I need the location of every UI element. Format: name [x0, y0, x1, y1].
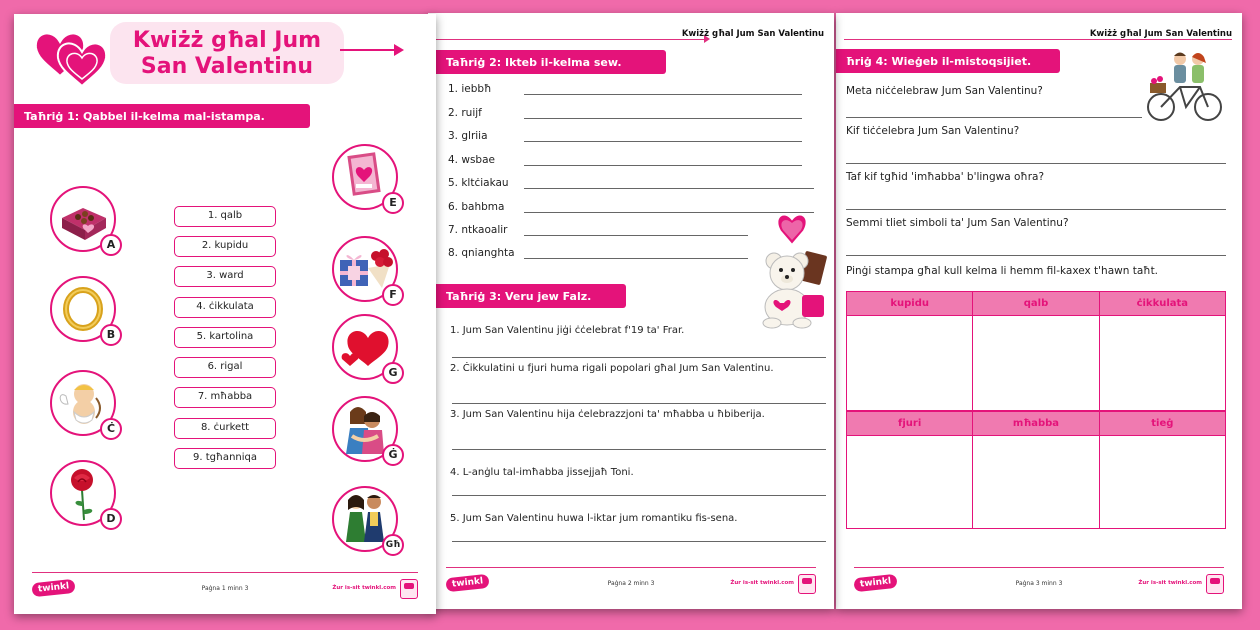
page-number: Paġna 2 minn 3 [607, 580, 655, 587]
write-line-5[interactable] [524, 188, 814, 189]
answer-line-2[interactable] [452, 403, 826, 404]
visit-link[interactable]: Żur is-sit twinkl.com [332, 585, 396, 591]
picture-letter: Għ [382, 534, 404, 556]
answer-line-4[interactable] [452, 495, 826, 496]
answer-line-3[interactable] [846, 209, 1226, 210]
picture-A[interactable] [50, 186, 116, 252]
teddy-bear-icon [750, 211, 834, 329]
worksheet-page-1 [14, 14, 436, 614]
word-box-5[interactable]: 5. kartolina [174, 327, 276, 348]
question-1: Meta niċċelebraw Jum San Valentinu? [846, 85, 1043, 97]
statement-4: 4. L-anġlu tal-imħabba jissejjaħ Toni. [450, 467, 634, 478]
page-number: Paġna 3 minn 3 [1015, 580, 1063, 587]
running-header: Kwiżż għal Jum San Valentinu [1089, 29, 1232, 39]
picture-letter: Ċ [100, 418, 122, 440]
section-1-banner: Taħriġ 1: Qabbel il-kelma mal-istampa. [14, 104, 310, 128]
header-rule [844, 39, 1232, 40]
quality-badge-icon [798, 574, 816, 594]
header-rule [436, 39, 704, 40]
page-footer [32, 572, 418, 602]
twinkl-logo: twinkl [445, 574, 489, 592]
question-2: Kif tiċċelebra Jum San Valentinu? [846, 125, 1020, 137]
write-line-2[interactable] [524, 118, 802, 119]
worksheet-title: Kwiżż għal Jum San Valentinu [110, 22, 344, 84]
scrambled-word-8: 8. qnianghta [448, 247, 515, 259]
section-4-banner: ħriġ 4: Wieġeb il-mistoqsijiet. [836, 49, 1060, 73]
drawing-box-label: tieġ [1100, 412, 1225, 436]
picture-Gdot[interactable] [332, 396, 398, 462]
word-box-1[interactable]: 1. qalb [174, 206, 276, 227]
page-footer [446, 567, 816, 597]
write-line-8[interactable] [524, 258, 748, 259]
drawing-box-label: mħabba [973, 412, 1098, 436]
word-box-6[interactable]: 6. rigal [174, 357, 276, 378]
drawing-grid-row-2 [846, 411, 1226, 529]
word-box-3[interactable]: 3. ward [174, 266, 276, 287]
picture-D[interactable] [50, 460, 116, 526]
picture-letter: F [382, 284, 404, 306]
drawing-box-tieg[interactable] [1099, 412, 1225, 528]
statement-5: 5. Jum San Valentinu huwa l-iktar jum romantiku fis-sena. [450, 513, 738, 524]
write-line-4[interactable] [524, 165, 802, 166]
scrambled-word-7: 7. ntkaoalir [448, 224, 508, 236]
drawing-box-label: qalb [973, 292, 1098, 316]
page-footer [854, 567, 1224, 597]
picture-G[interactable] [332, 314, 398, 380]
worksheet-page-2 [428, 13, 834, 609]
page-number: Paġna 1 minn 3 [201, 585, 249, 592]
question-3: Taf kif tgħid 'imħabba' b'lingwa oħra? [846, 171, 1045, 183]
write-line-7[interactable] [524, 235, 748, 236]
scrambled-word-5: 5. kltċiakau [448, 177, 509, 189]
statement-1: 1. Jum San Valentinu jiġi ċċelebrat f'19 ta' Frar. [450, 325, 685, 336]
answer-line-3[interactable] [452, 449, 826, 450]
word-box-9[interactable]: 9. tgħanniqa [174, 448, 276, 469]
answer-line-1[interactable] [452, 357, 826, 358]
statement-3: 3. Jum San Valentinu hija ċelebrazzjoni ta' mħabba u ħbiberija. [450, 409, 765, 420]
write-line-1[interactable] [524, 94, 802, 95]
worksheet-page-3 [836, 13, 1242, 609]
drawing-box-qalb[interactable] [972, 292, 1098, 410]
scrambled-word-6: 6. bahbma [448, 201, 505, 213]
twinkl-logo: twinkl [853, 574, 897, 592]
drawing-grid-row-1 [846, 291, 1226, 411]
scrambled-word-1: 1. iebbħ [448, 83, 492, 95]
drawing-box-label: fjuri [847, 412, 972, 436]
drawing-box-kupidu[interactable] [847, 292, 972, 410]
visit-link[interactable]: Żur is-sit twinkl.com [1138, 580, 1202, 586]
visit-link[interactable]: Żur is-sit twinkl.com [730, 580, 794, 586]
write-line-3[interactable] [524, 141, 802, 142]
word-box-7[interactable]: 7. mħabba [174, 387, 276, 408]
answer-line-4[interactable] [846, 255, 1226, 256]
quality-badge-icon [1206, 574, 1224, 594]
picture-E[interactable] [332, 144, 398, 210]
picture-B[interactable] [50, 276, 116, 342]
word-box-2[interactable]: 2. kupidu [174, 236, 276, 257]
scrambled-word-2: 2. ruijf [448, 107, 482, 119]
drawing-instruction: Pinġi stampa għal kull kelma li hemm fil-kaxex t'hawn taħt. [846, 265, 1159, 277]
twinkl-logo: twinkl [31, 579, 75, 597]
double-heart-icon [34, 26, 108, 88]
picture-C[interactable] [50, 370, 116, 436]
statement-2: 2. Ċikkulatini u fjuri huma rigali popolari għal Jum San Valentinu. [450, 363, 774, 374]
answer-line-1[interactable] [846, 117, 1142, 118]
bicycle-couple-icon [1144, 43, 1226, 125]
question-4: Semmi tliet simboli ta' Jum San Valentinu? [846, 217, 1069, 229]
picture-F[interactable] [332, 236, 398, 302]
scrambled-word-3: 3. glriia [448, 130, 488, 142]
section-2-banner: Taħriġ 2: Ikteb il-kelma sew. [436, 50, 666, 74]
arrow-icon [394, 44, 404, 56]
picture-Gh[interactable] [332, 486, 401, 552]
picture-letter: Ġ [382, 444, 404, 466]
word-box-8[interactable]: 8. ċurkett [174, 418, 276, 439]
drawing-box-fjuri[interactable] [847, 412, 972, 528]
word-box-4[interactable]: 4. ċikkulata [174, 297, 276, 318]
answer-line-5[interactable] [452, 541, 826, 542]
picture-letter: B [100, 324, 122, 346]
picture-letter: A [100, 234, 122, 256]
picture-letter: G [382, 362, 404, 384]
answer-line-2[interactable] [846, 163, 1226, 164]
drawing-box-mhabba[interactable] [972, 412, 1098, 528]
title-arrow-line [340, 49, 396, 51]
quality-badge-icon [400, 579, 418, 599]
drawing-box-cikkulata[interactable] [1099, 292, 1225, 410]
drawing-box-label: kupidu [847, 292, 972, 316]
picture-letter: D [100, 508, 122, 530]
picture-letter: E [382, 192, 404, 214]
scrambled-word-4: 4. wsbae [448, 154, 495, 166]
section-3-banner: Taħriġ 3: Veru jew Falz. [436, 284, 626, 308]
running-header: Kwiżż għal Jum San Valentinu [681, 29, 824, 39]
drawing-box-label: ċikkulata [1100, 292, 1225, 316]
